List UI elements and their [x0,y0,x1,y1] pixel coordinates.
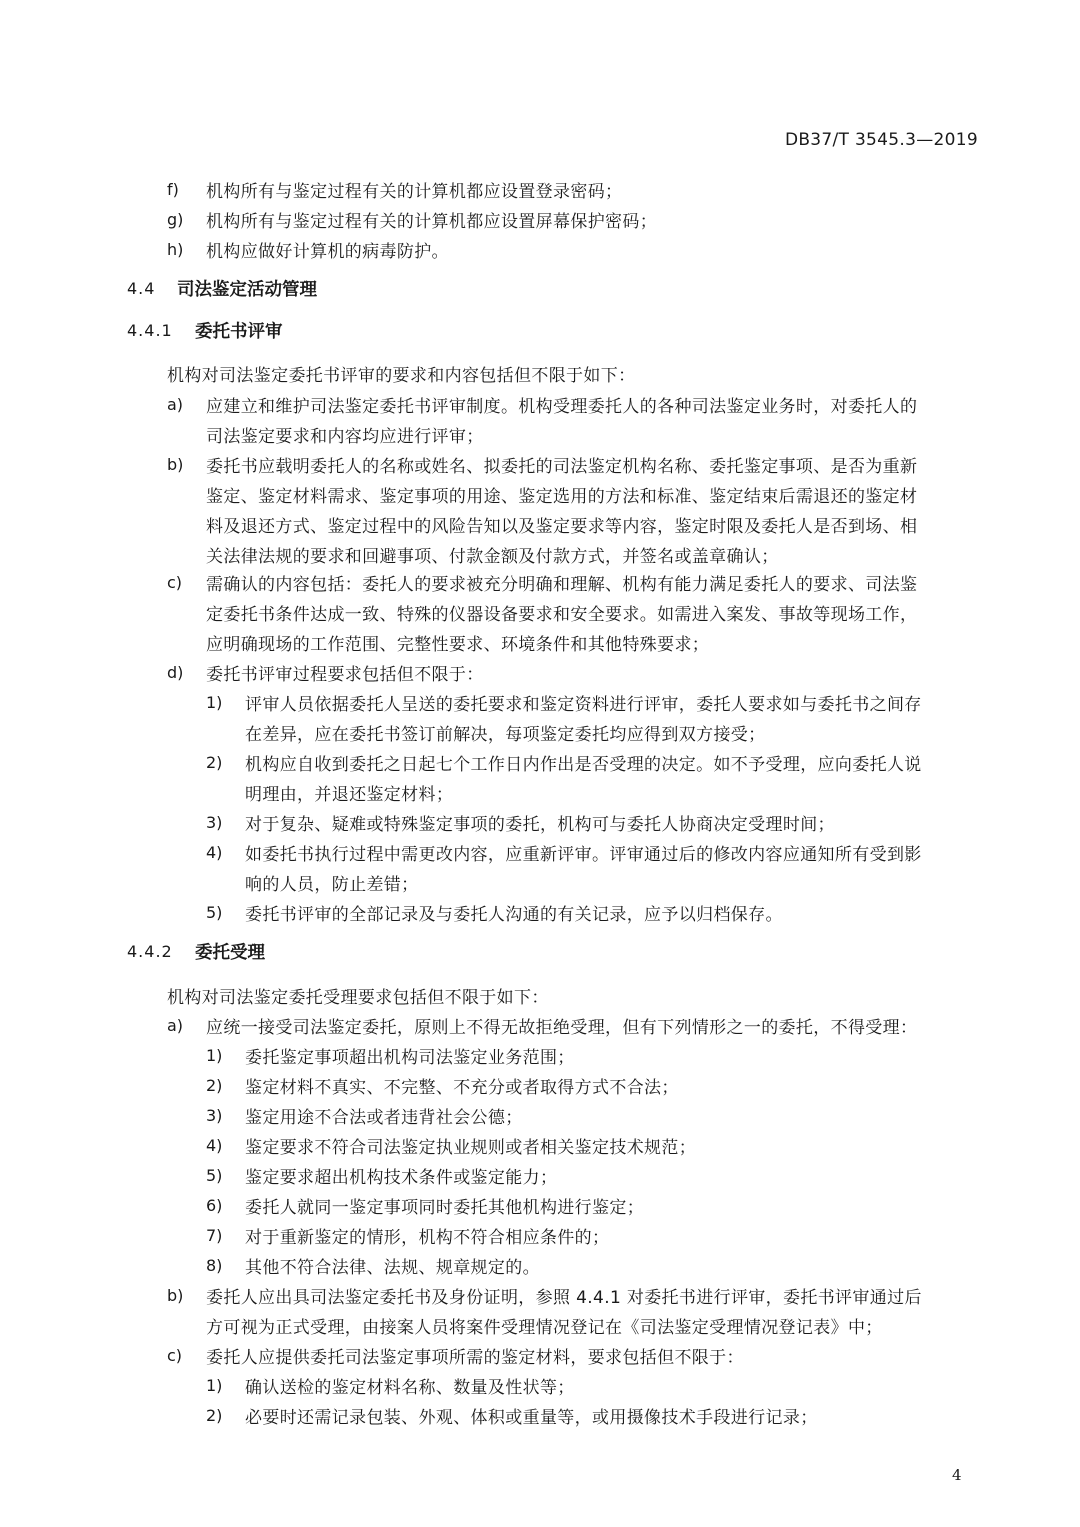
list-item: 鉴定要求超出机构技术条件或鉴定能力； [245,1168,558,1188]
list-marker: h) [167,240,184,259]
section-title: 委托受理 [195,943,265,963]
section-intro: 机构对司法鉴定委托书评审的要求和内容包括但不限于如下： [167,366,636,386]
paragraph-line: 应明确现场的工作范围、完整性要求、环境条件和其他特殊要求； [206,635,710,655]
list-marker: a) [167,395,184,414]
section-intro: 机构对司法鉴定委托受理要求包括但不限于如下： [167,988,549,1008]
list-marker: 5) [206,1166,223,1185]
list-marker: 1) [206,1046,223,1065]
paragraph-line: 方可视为正式受理，由接案人员将案件受理情况登记在《司法鉴定受理情况登记表》中； [206,1318,883,1338]
paragraph-line: 应建立和维护司法鉴定委托书评审制度。机构受理委托人的各种司法鉴定业务时，对委托人的 [206,397,918,417]
list-item: 其他不符合法律、法规、规章规定的。 [245,1258,540,1278]
section-number: 4.4.1 [127,321,173,340]
list-marker: 3) [206,1106,223,1125]
list-marker: g) [167,210,184,229]
list-marker: 1) [206,1376,223,1395]
list-marker: c) [167,573,183,592]
list-marker: 1) [206,693,223,712]
paragraph-line: 司法鉴定要求和内容均应进行评审； [206,427,484,447]
list-marker: 6) [206,1196,223,1215]
paragraph-line: 关法律法规的要求和回避事项、付款金额及付款方式，并签名或盖章确认； [206,547,779,567]
paragraph-line: 应统一接受司法鉴定委托，原则上不得无故拒绝受理，但有下列情形之一的委托，不得受理： [206,1018,918,1038]
list-item: 确认送检的鉴定材料名称、数量及性状等； [245,1378,575,1398]
paragraph-line: 委托人应提供委托司法鉴定事项所需的鉴定材料，要求包括但不限于： [206,1348,744,1368]
list-item: 委托书评审的全部记录及与委托人沟通的有关记录，应予以归档保存。 [245,905,783,925]
list-marker: b) [167,455,184,474]
list-item: 鉴定要求不符合司法鉴定执业规则或者相关鉴定技术规范； [245,1138,697,1158]
list-marker: 7) [206,1226,223,1245]
section-number: 4.4 [127,279,156,298]
list-marker: 2) [206,1406,223,1425]
paragraph-line: 料及退还方式、鉴定过程中的风险告知以及鉴定要求等内容，鉴定时限及委托人是否到场、相 [206,517,918,537]
list-item: 机构应做好计算机的病毒防护。 [206,242,449,262]
paragraph-line: 定委托书条件达成一致、特殊的仪器设备要求和安全要求。如需进入案发、事故等现场工作， [206,605,918,625]
list-marker: d) [167,663,184,682]
list-marker: 2) [206,753,223,772]
list-item: 鉴定用途不合法或者违背社会公德； [245,1108,523,1128]
paragraph-line: 委托人应出具司法鉴定委托书及身份证明，参照 4.4.1 对委托书进行评审，委托书评审通过后 [206,1288,922,1308]
list-marker: c) [167,1346,183,1365]
list-item: 明理由，并退还鉴定材料； [245,785,454,805]
list-item: 鉴定材料不真实、不完整、不充分或者取得方式不合法； [245,1078,679,1098]
section-number: 4.4.2 [127,942,173,961]
paragraph-line: 需确认的内容包括：委托人的要求被充分明确和理解、机构有能力满足委托人的要求、司法鉴 [206,575,918,595]
list-marker: 3) [206,813,223,832]
list-marker: 4) [206,843,223,862]
list-item: 对于重新鉴定的情形，机构不符合相应条件的； [245,1228,610,1248]
list-marker: 4) [206,1136,223,1155]
page-number: 4 [952,1466,962,1484]
paragraph-line: 委托书应载明委托人的名称或姓名、拟委托的司法鉴定机构名称、委托鉴定事项、是否为重新 [206,457,918,477]
list-item: 必要时还需记录包装、外观、体积或重量等，或用摄像技术手段进行记录； [245,1408,818,1428]
section-title: 司法鉴定活动管理 [177,280,317,300]
list-item: 委托鉴定事项超出机构司法鉴定业务范围； [245,1048,575,1068]
list-marker: a) [167,1016,184,1035]
list-item: 如委托书执行过程中需更改内容，应重新评审。评审通过后的修改内容应通知所有受到影 [245,845,922,865]
section-title: 委托书评审 [195,322,283,342]
list-item: 机构所有与鉴定过程有关的计算机都应设置登录密码； [206,182,623,202]
paragraph-line: 鉴定、鉴定材料需求、鉴定事项的用途、鉴定选用的方法和标准、鉴定结束后需退还的鉴定材 [206,487,918,507]
list-item: 机构应自收到委托之日起七个工作日内作出是否受理的决定。如不予受理，应向委托人说 [245,755,922,775]
list-marker: b) [167,1286,184,1305]
list-item: 委托人就同一鉴定事项同时委托其他机构进行鉴定； [245,1198,645,1218]
list-item: 评审人员依据委托人呈送的委托要求和鉴定资料进行评审，委托人要求如与委托书之间存 [245,695,922,715]
list-marker: f) [167,180,179,199]
standard-code: DB37/T 3545.3—2019 [784,130,978,150]
list-item: 对于复杂、疑难或特殊鉴定事项的委托，机构可与委托人协商决定受理时间； [245,815,835,835]
list-item: 在差异，应在委托书签订前解决，每项鉴定委托均应得到双方接受； [245,725,766,745]
list-item: 响的人员，防止差错； [245,875,419,895]
list-marker: 2) [206,1076,223,1095]
list-marker: 5) [206,903,223,922]
list-marker: 8) [206,1256,223,1275]
list-item: 机构所有与鉴定过程有关的计算机都应设置屏幕保护密码； [206,212,658,232]
paragraph-line: 委托书评审过程要求包括但不限于： [206,665,484,685]
